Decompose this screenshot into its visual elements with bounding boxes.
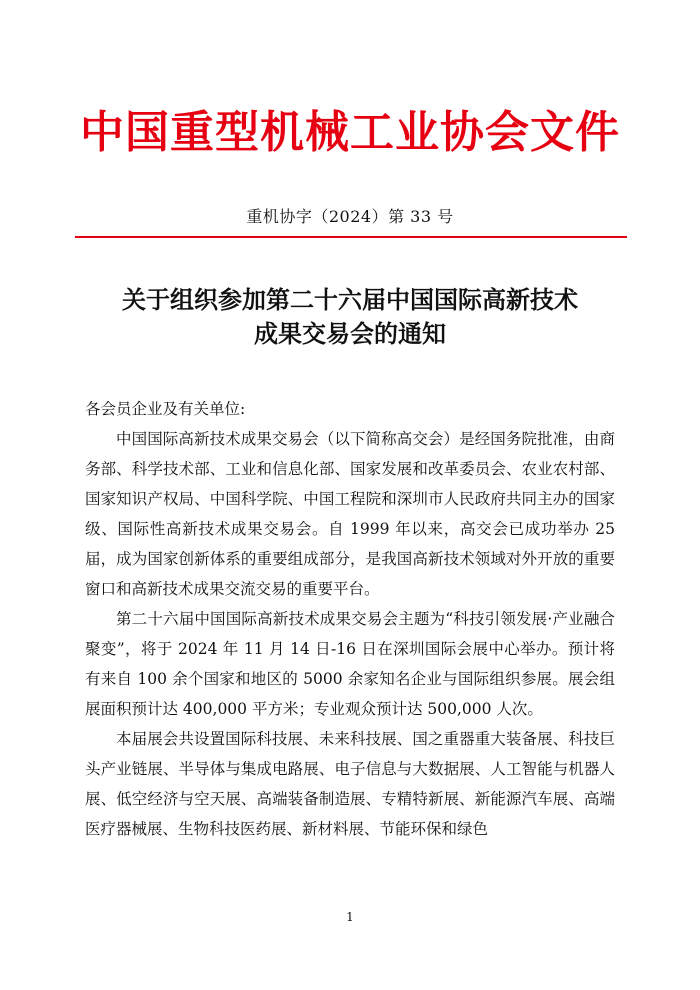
salutation: 各会员企业及有关单位: — [85, 400, 246, 418]
body-paragraph-1: 中国国际高新技术成果交易会（以下简称高交会）是经国务院批准，由商务部、科学技术部、工业和信息化部、国家发展和改革委员会、农业农村部、国家知识产权局、中国科学院、中国工程院和深圳市人民政府共同主办的国家级、国际性高新技术成果交易会。自 1999 年以来，高交会已成功举办 25 届，成为国家创新体系的重要组成部分，是我国高新技术领域对外开放的重要窗口和高新技术成果交流交易的重要平台。 — [85, 430, 615, 598]
body-paragraph-2: 第二十六届中国国际高新技术成果交易会主题为“科技引领发展·产业融合聚变”，将于 2024 年 11 月 14 日-16 日在深圳国际会展中心举办。预计将有来自 100 余个国家和地区的 5000 余家知名企业与国际组织参展。展会组展面积预计达 400,000 平方米；专业观众预计达 500,000 人次。 — [85, 610, 615, 718]
page-number: 1 — [346, 910, 354, 924]
notice-title-line-1: 关于组织参加第二十六届中国国际高新技术 — [122, 285, 578, 314]
document-header-title: 中国重型机械工业协会文件 — [80, 107, 620, 158]
notice-title — [0, 283, 700, 351]
document-number: 重机协字（2024）第 33 号 — [246, 207, 454, 226]
body-paragraph-3: 本届展会共设置国际科技展、未来科技展、国之重器重大装备展、科技巨头产业链展、半导体与集成电路展、电子信息与大数据展、人工智能与机器人展、低空经济与空天展、高端装备制造展、专精特新展、新能源汽车展、高端医疗器械展、生物科技医药展、新材料展、节能环保和绿色 — [85, 730, 615, 838]
notice-title-line-2: 成果交易会的通知 — [254, 319, 446, 348]
header-divider — [75, 236, 627, 238]
notice-body — [85, 394, 615, 844]
